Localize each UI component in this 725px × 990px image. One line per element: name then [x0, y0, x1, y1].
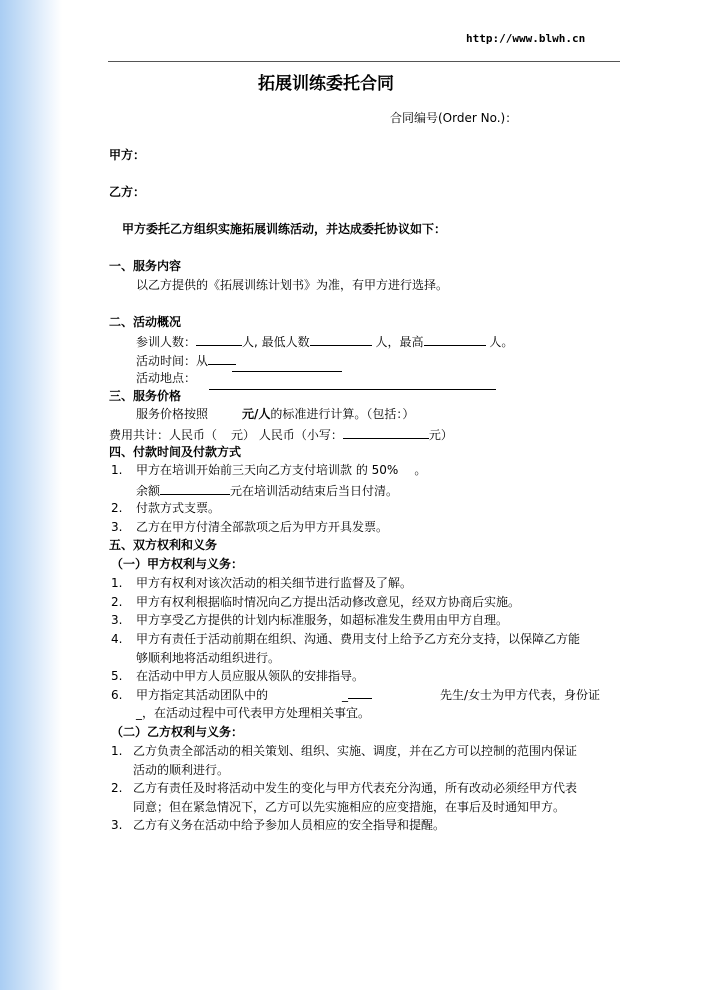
- activity-place-label: 活动地点：: [136, 371, 197, 385]
- yuan-end: 元）: [428, 428, 453, 442]
- participants-blank: [196, 333, 242, 346]
- balance-label: 余额: [136, 484, 161, 498]
- price-row: [136, 407, 414, 421]
- order-number-label: 合同编号(Order No.)：: [390, 111, 518, 125]
- activity-time-row: [136, 352, 236, 368]
- item-number: 4.: [111, 632, 123, 646]
- party-b-right-2-line-1: 乙方有责任及时将活动中发生的变化与甲方代表充分沟通，所有改动必须经甲方代表: [133, 781, 578, 795]
- party-b-right-1-line-1: 乙方负责全部活动的相关策划、组织、实施、调度，并在乙方可以控制的范围内保证: [133, 744, 578, 758]
- party-a-right-6-prefix: 甲方指定其活动团队中的: [136, 688, 269, 702]
- party-a-right-3: 甲方享受乙方提供的计划内标准服务，如超标准发生费用由甲方自理。: [136, 613, 509, 627]
- party-a-label: 甲方：: [109, 148, 146, 162]
- item-number: 2.: [111, 781, 123, 795]
- party-a-right-2: 甲方有权利根据临时情况向乙方提出活动修改意见，经双方协商后实施。: [136, 595, 521, 609]
- party-b-rights-heading: （二）乙方权利与义务：: [111, 725, 244, 739]
- page-margin-gradient: [0, 0, 62, 990]
- section-3-heading: 三、服务价格: [109, 389, 182, 403]
- payment-term-1-text: 甲方在培训开始前三天向乙方支付培训款 的 50%: [136, 463, 399, 477]
- participants-label: 参训人数：: [136, 335, 197, 349]
- party-a-right-6-suffix: 先生/女士为甲方代表，身份证: [440, 688, 601, 702]
- total-fee-label: 费用共计：人民币（: [109, 428, 218, 442]
- party-a-right-4-line-1: 甲方有责任于活动前期在组织、沟通、费用支付上给予乙方充分支持，以保障乙方能: [136, 632, 581, 646]
- balance-suffix: 元在培训活动结束后当日付清。: [230, 484, 399, 498]
- party-b-right-2-line-2: 同意；但在紧急情况下，乙方可以先实施相应的应变措施，在事后及时通知甲方。: [133, 800, 566, 814]
- activity-time-label: 活动时间：从: [136, 354, 209, 368]
- activity-place-line: [209, 389, 496, 390]
- payment-term-1-end: 。: [414, 463, 427, 477]
- min-participants-label: 人, 最低人数: [242, 335, 310, 349]
- document-title: 拓展训练委托合同: [258, 74, 394, 94]
- item-number: 3.: [111, 520, 123, 534]
- party-b-right-1-line-2: 活动的顺利进行。: [133, 763, 230, 777]
- payment-term-1: [136, 463, 426, 477]
- representative-blank-mark: _: [342, 688, 348, 702]
- item-number: 2.: [111, 595, 123, 609]
- activity-time-blank: [208, 352, 236, 365]
- balance-blank: [160, 482, 230, 495]
- party-a-rights-heading: （一）甲方权利与义务：: [111, 557, 244, 571]
- party-a-right-4-line-2: 够顺利地将活动组织进行。: [136, 651, 281, 665]
- header-url: http://www.blwh.cn: [466, 32, 586, 45]
- party-b-label: 乙方：: [109, 185, 146, 199]
- section-1-heading: 一、服务内容: [109, 259, 182, 273]
- yuan-close: 元）: [231, 428, 256, 442]
- section-1-text: 以乙方提供的《拓展训练计划书》为准，有甲方进行选择。: [136, 278, 449, 292]
- item-number: 1.: [111, 576, 123, 590]
- activity-time-end-line: [232, 371, 342, 372]
- party-a-right-1: 甲方有权利对该次活动的相关细节进行监督及了解。: [136, 576, 413, 590]
- item-number: 1.: [111, 463, 123, 477]
- intro-statement: 甲方委托乙方组织实施拓展训练活动，并达成委托协议如下：: [122, 222, 447, 236]
- min-participants-blank: [310, 333, 372, 346]
- party-b-right-3: 乙方有义务在活动中给予参加人员相应的安全指导和提醒。: [133, 818, 446, 832]
- max-participants-label: 人，最高: [375, 335, 424, 349]
- payment-balance-row: [136, 482, 398, 498]
- rmb-small-label: 人民币（小写：: [258, 428, 343, 442]
- payment-method: 付款方式支票。: [136, 501, 221, 515]
- section-5-heading: 五、双方权利和义务: [109, 538, 218, 552]
- participants-row: [136, 333, 513, 349]
- max-participants-blank: [424, 333, 486, 346]
- item-number: 3.: [111, 818, 123, 832]
- price-unit: 元/人: [242, 407, 271, 421]
- section-4-heading: 四、付款时间及付款方式: [109, 445, 242, 459]
- item-number: 2.: [111, 501, 123, 515]
- invoice-term: 乙方在甲方付清全部款项之后为甲方开具发票。: [136, 520, 389, 534]
- section-2-heading: 二、活动概况: [109, 315, 182, 329]
- party-a-right-6-line-2: _，在活动过程中可代表甲方处理相关事宜。: [136, 706, 371, 720]
- price-suffix: 的标准进行计算。（包括：）: [270, 407, 415, 421]
- price-prefix: 服务价格按照: [136, 407, 209, 421]
- person-unit: 人。: [489, 335, 514, 349]
- total-fee-row: [109, 426, 453, 442]
- item-number: 5.: [111, 669, 123, 683]
- header-rule: [108, 61, 620, 62]
- item-number: 1.: [111, 744, 123, 758]
- item-number: 6.: [111, 688, 123, 702]
- rmb-small-blank: [343, 426, 429, 439]
- representative-blank-line: [348, 686, 372, 699]
- representative-blank: [342, 686, 372, 702]
- party-a-right-5: 在活动中甲方人员应服从领队的安排指导。: [136, 669, 365, 683]
- item-number: 3.: [111, 613, 123, 627]
